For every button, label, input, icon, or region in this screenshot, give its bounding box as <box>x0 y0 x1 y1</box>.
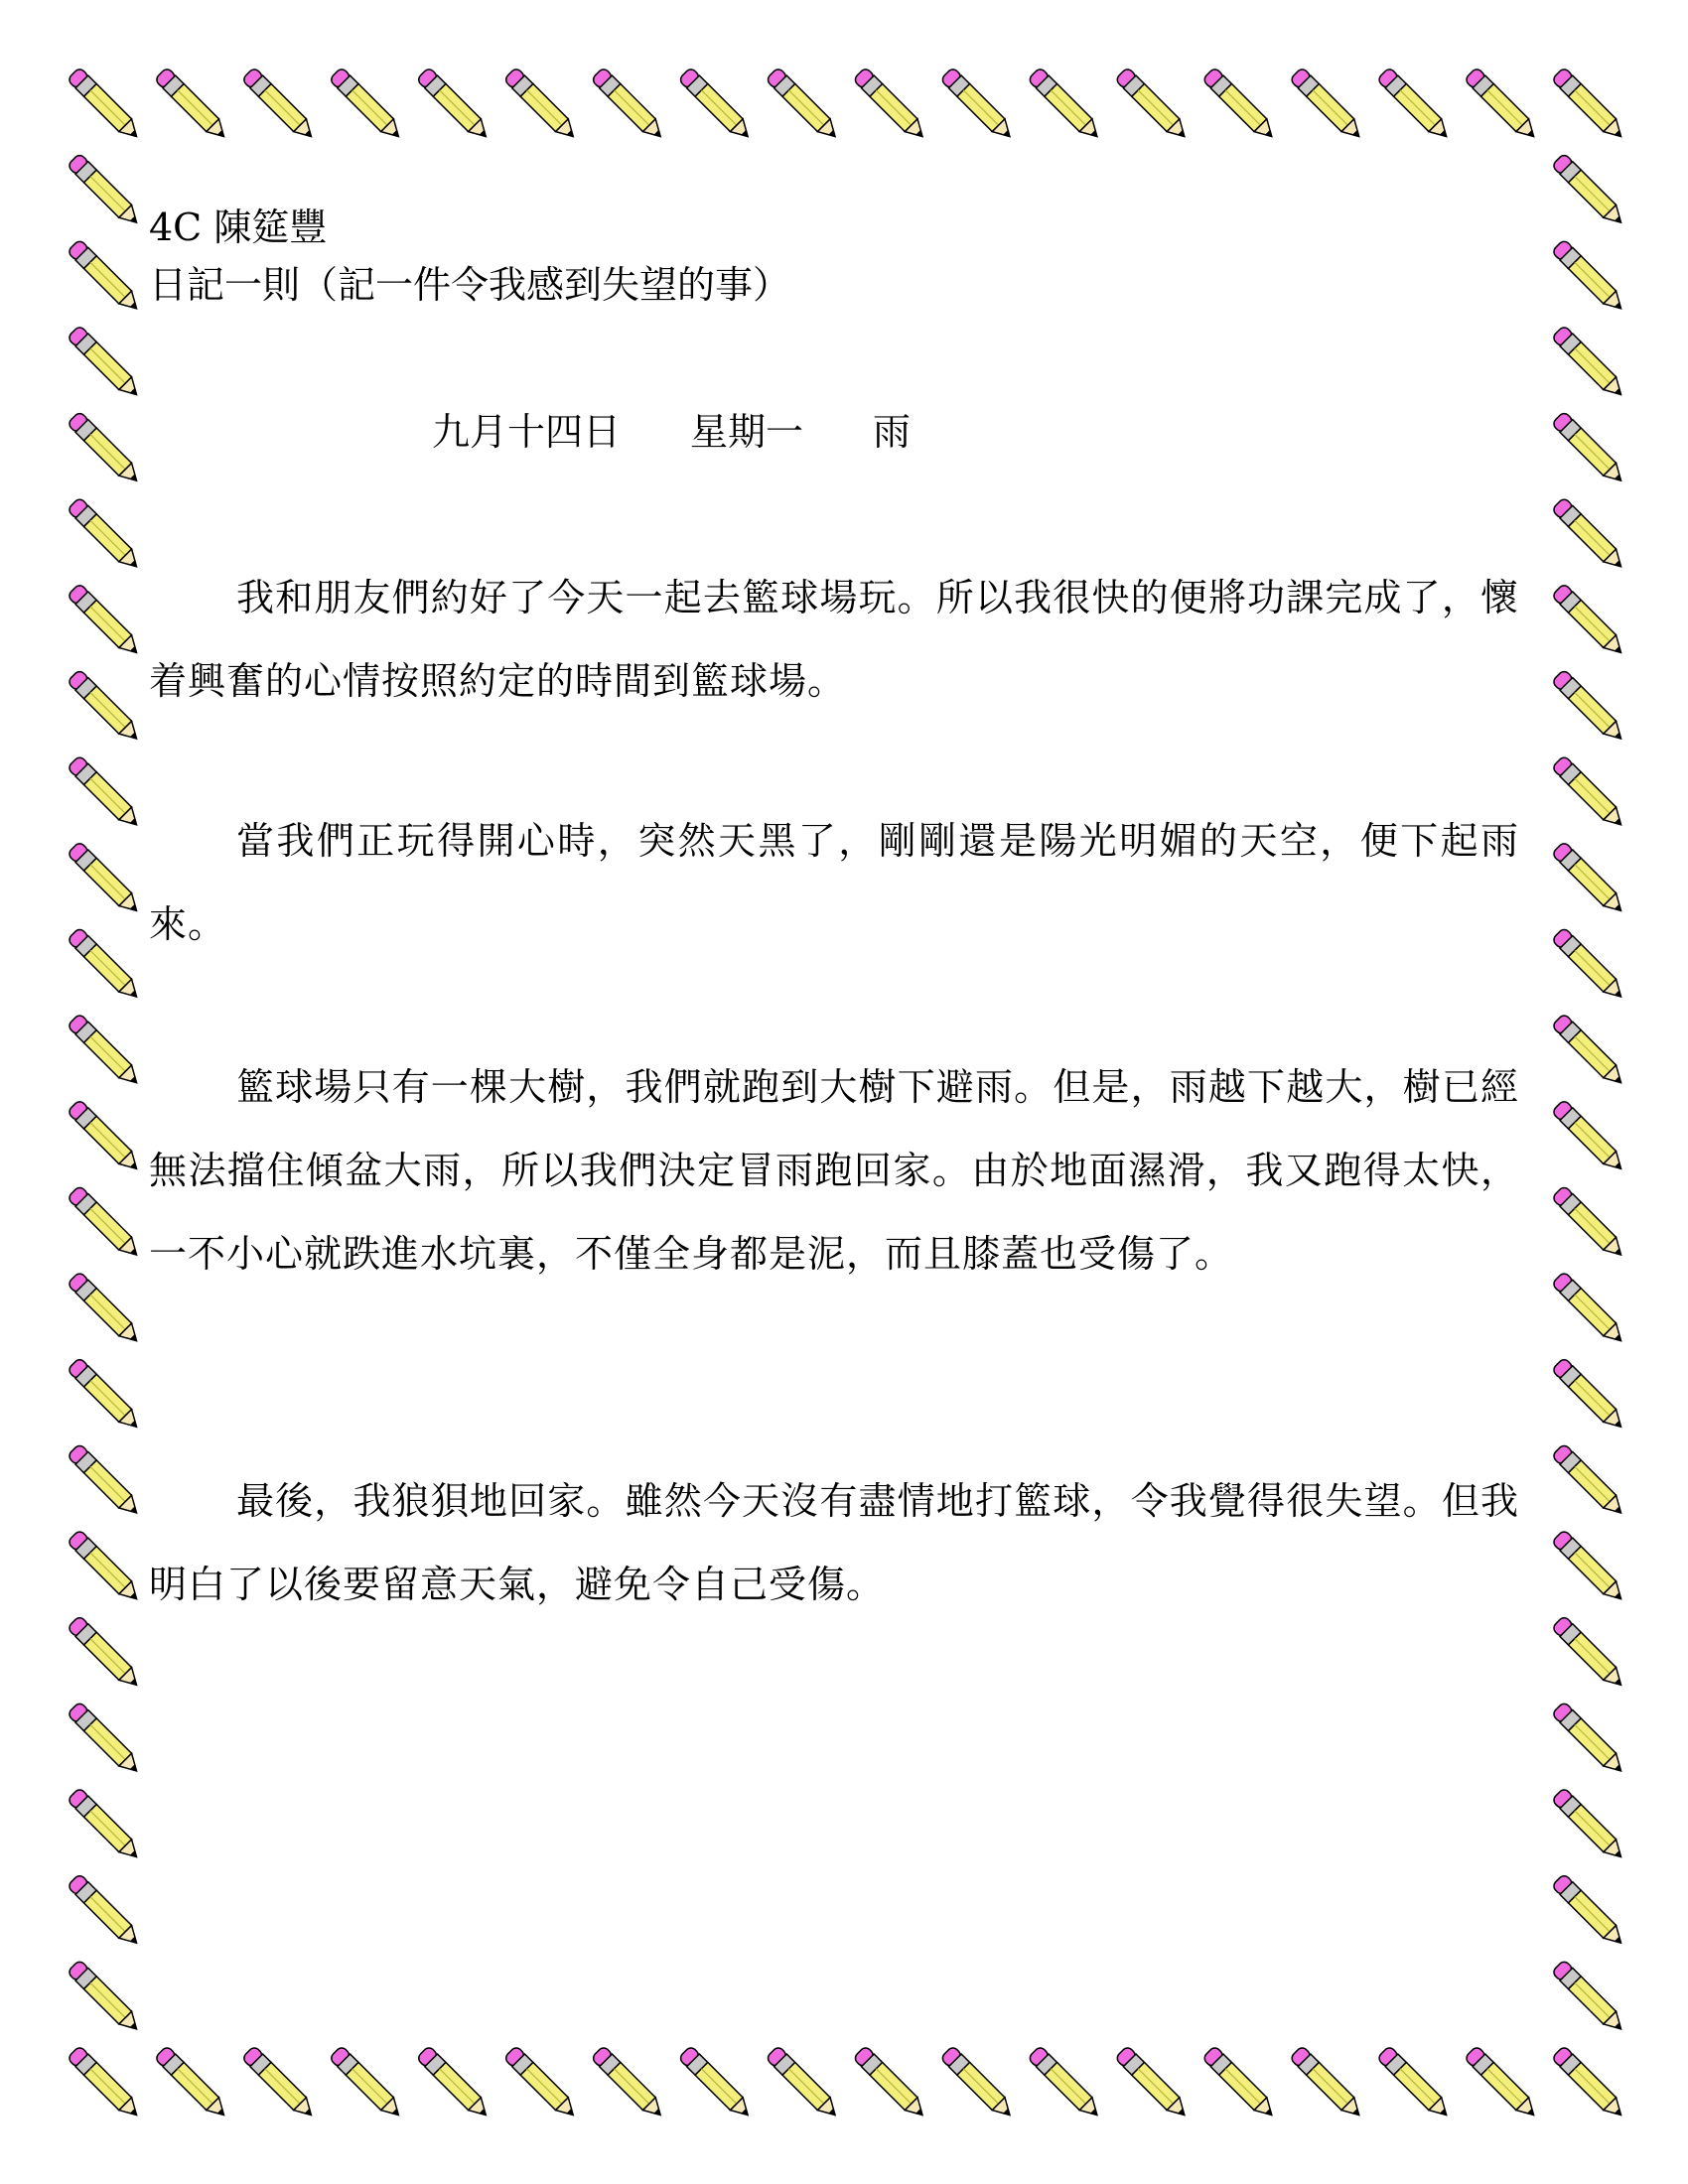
pencil-icon <box>1552 1357 1627 1433</box>
pencil-icon <box>68 1960 143 2035</box>
pencil-icon <box>68 2046 143 2121</box>
pencil-icon <box>1465 68 1540 143</box>
pencil-icon <box>241 68 317 143</box>
pencil-icon <box>678 68 754 143</box>
pencil-icon <box>1290 2046 1365 2121</box>
pencil-icon <box>1202 68 1278 143</box>
pencil-icon <box>154 68 229 143</box>
pencil-icon <box>1552 841 1627 916</box>
pencil-icon <box>1552 2046 1627 2121</box>
pencil-icon <box>1552 583 1627 658</box>
pencil-icon <box>591 68 666 143</box>
pencil-icon <box>68 669 143 745</box>
pencil-icon <box>1552 1615 1627 1691</box>
pencil-icon <box>1552 1788 1627 1863</box>
pencil-icon <box>68 497 143 573</box>
pencil-icon <box>416 2046 492 2121</box>
diary-weekday: 星期一 <box>690 410 804 454</box>
pencil-icon <box>1377 68 1453 143</box>
pencil-icon <box>68 1788 143 1863</box>
pencil-icon <box>1552 68 1627 143</box>
pencil-icon <box>329 2046 404 2121</box>
pencil-icon <box>1552 755 1627 831</box>
pencil-icon <box>940 68 1016 143</box>
student-class-name: 4C 陳筵豐 <box>149 205 328 249</box>
pencil-icon <box>68 1272 143 1347</box>
pencil-icon <box>68 583 143 658</box>
pencil-icon <box>1552 239 1627 315</box>
pencil-icon <box>1552 1873 1627 1949</box>
paragraph-1: 我和朋友們約好了今天一起去籃球場玩。所以我很快的便將功課完成了，懷着興奮的心情按照約定的時間到籃球場。 <box>149 576 1519 703</box>
pencil-icon <box>68 1099 143 1174</box>
pencil-icon <box>68 153 143 228</box>
pencil-icon <box>591 2046 666 2121</box>
pencil-icon <box>68 927 143 1003</box>
pencil-icon <box>68 1615 143 1691</box>
pencil-icon <box>766 2046 841 2121</box>
pencil-icon <box>1552 669 1627 745</box>
diary-date: 九月十四日 <box>432 410 622 454</box>
pencil-icon <box>1552 927 1627 1003</box>
pencil-icon <box>68 325 143 400</box>
pencil-icon <box>1465 2046 1540 2121</box>
date-line <box>432 401 911 456</box>
pencil-icon <box>329 68 404 143</box>
pencil-icon <box>503 68 579 143</box>
pencil-icon <box>68 1702 143 1777</box>
pencil-icon <box>1115 2046 1191 2121</box>
pencil-icon <box>68 841 143 916</box>
pencil-icon <box>1028 2046 1103 2121</box>
pencil-icon <box>1115 68 1191 143</box>
pencil-icon <box>766 68 841 143</box>
pencil-icon <box>1377 2046 1453 2121</box>
pencil-icon <box>1552 153 1627 228</box>
diary-title: 日記一則（記一件令我感到失望的事） <box>149 263 791 307</box>
pencil-icon <box>68 755 143 831</box>
paragraph-2: 當我們正玩得開心時，突然天黑了，剛剛還是陽光明媚的天空，便下起雨來。 <box>149 819 1519 946</box>
pencil-icon <box>1552 497 1627 573</box>
pencil-icon <box>68 68 143 143</box>
pencil-icon <box>1290 68 1365 143</box>
diary-header <box>149 199 1519 314</box>
paragraph-4: 最後，我狼狽地回家。雖然今天沒有盡情地打籃球，令我覺得很失望。但我明白了以後要留意天氣，避免令自己受傷。 <box>149 1479 1519 1606</box>
pencil-icon <box>68 411 143 486</box>
pencil-icon <box>68 1873 143 1949</box>
pencil-icon <box>68 1185 143 1261</box>
pencil-icon <box>241 2046 317 2121</box>
pencil-icon <box>940 2046 1016 2121</box>
pencil-icon <box>154 2046 229 2121</box>
pencil-icon <box>678 2046 754 2121</box>
pencil-icon <box>416 68 492 143</box>
pencil-icon <box>68 1014 143 1089</box>
pencil-icon <box>1552 1014 1627 1089</box>
pencil-icon <box>853 2046 928 2121</box>
pencil-icon <box>1552 325 1627 400</box>
pencil-icon <box>1552 1443 1627 1519</box>
pencil-icon <box>1552 1185 1627 1261</box>
diary-weather: 雨 <box>873 410 912 454</box>
pencil-icon <box>1552 411 1627 486</box>
pencil-icon <box>853 68 928 143</box>
paragraph-3: 籃球場只有一棵大樹，我們就跑到大樹下避雨。但是，雨越下越大，樹已經無法擋住傾盆大雨，所以我們決定冒雨跑回家。由於地面濕滑，我又跑得太快，一不小心就跌進水坑裏，不僅全身都是泥，而且膝蓋也受傷了。 <box>149 1065 1519 1276</box>
pencil-icon <box>1028 68 1103 143</box>
pencil-icon <box>1552 1702 1627 1777</box>
pencil-icon <box>68 1443 143 1519</box>
pencil-icon <box>1202 2046 1278 2121</box>
pencil-icon <box>503 2046 579 2121</box>
pencil-icon <box>68 1530 143 1605</box>
pencil-icon <box>1552 1960 1627 2035</box>
pencil-icon <box>1552 1272 1627 1347</box>
pencil-icon <box>1552 1099 1627 1174</box>
pencil-icon <box>68 1357 143 1433</box>
pencil-icon <box>1552 1530 1627 1605</box>
pencil-icon <box>68 239 143 315</box>
